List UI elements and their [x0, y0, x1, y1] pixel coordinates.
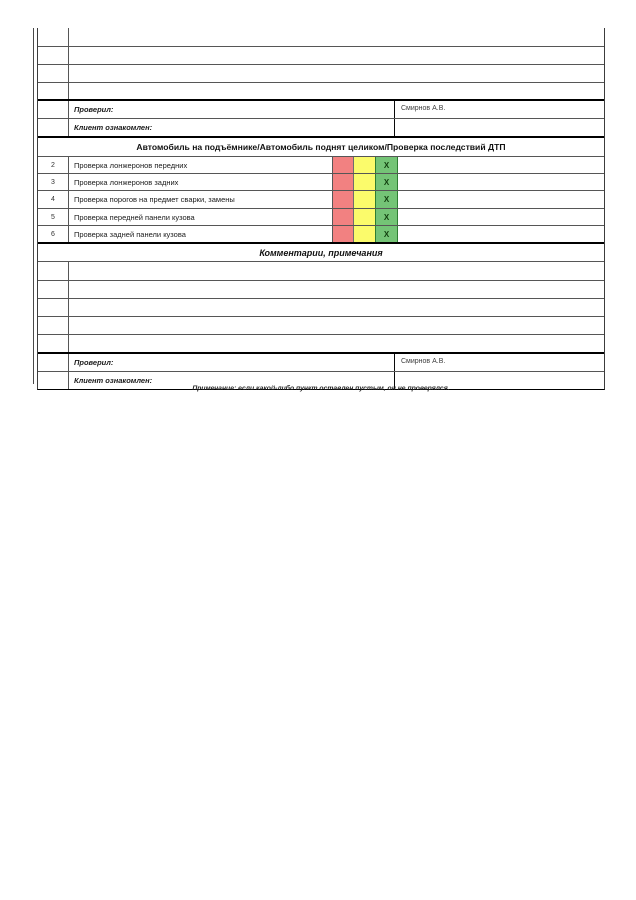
- status-cell-green: X: [375, 226, 398, 242]
- checklist-row: [38, 174, 604, 191]
- row-description: Проверка задней панели кузова: [69, 226, 333, 242]
- row-number-cell: [38, 262, 69, 280]
- row-number-cell: [38, 101, 69, 118]
- row-number: 6: [38, 226, 69, 242]
- checked-by-label: Проверил:: [69, 354, 395, 371]
- empty-cell: [398, 226, 604, 242]
- status-cell-yellow: [354, 157, 375, 173]
- row-description: Проверка порогов на предмет сварки, замены: [69, 191, 333, 208]
- checked-by-label: Проверил:: [69, 101, 395, 118]
- status-cell-yellow: [354, 191, 375, 208]
- inspector-name: Смирнов А.В.: [401, 105, 446, 112]
- checklist-row: [38, 226, 604, 244]
- empty-cell: [69, 65, 604, 82]
- comment-row: [38, 317, 604, 335]
- status-cell-red: [333, 209, 354, 225]
- inspector-name: Смирнов А.В.: [401, 358, 446, 365]
- status-cell-red: [333, 157, 354, 173]
- empty-row: [38, 65, 604, 83]
- row-description: Проверка передней панели кузова: [69, 209, 333, 225]
- empty-cell: [398, 174, 604, 190]
- comment-row: [38, 335, 604, 354]
- row-number-cell: [38, 281, 69, 298]
- row-number-cell: [38, 299, 69, 316]
- comment-cell: [69, 299, 604, 316]
- row-number-cell: [38, 83, 69, 99]
- empty-row: [38, 47, 604, 65]
- row-number-cell: [38, 47, 69, 64]
- status-cell-green: X: [375, 157, 398, 173]
- row-number: 5: [38, 209, 69, 225]
- status-cell-yellow: [354, 209, 375, 225]
- client-acknowledged-row: [38, 119, 604, 138]
- status-cell-red: [333, 191, 354, 208]
- row-number: 2: [38, 157, 69, 173]
- status-cell-red: [333, 174, 354, 190]
- inspection-form-table: [37, 28, 605, 390]
- empty-cell: [69, 83, 604, 99]
- status-cell-green: X: [375, 209, 398, 225]
- table-left-double-border: [33, 28, 34, 384]
- comment-row: [38, 299, 604, 317]
- empty-cell: [69, 28, 604, 46]
- row-description: Проверка лонжеронов задних: [69, 174, 333, 190]
- comment-cell: [69, 262, 604, 280]
- checked-by-row: [38, 101, 604, 119]
- status-cell-yellow: [354, 174, 375, 190]
- row-number-cell: [38, 335, 69, 352]
- row-number-cell: [38, 119, 69, 136]
- status-cell-green: X: [375, 174, 398, 190]
- client-signature-cell: [395, 119, 604, 136]
- comment-cell: [69, 335, 604, 352]
- empty-row: [38, 83, 604, 101]
- checklist-row: [38, 191, 604, 209]
- empty-cell: [398, 191, 604, 208]
- empty-row: [38, 28, 604, 47]
- empty-cell: [398, 209, 604, 225]
- comment-cell: [69, 281, 604, 298]
- empty-cell: [398, 157, 604, 173]
- comment-cell: [69, 317, 604, 334]
- row-description: Проверка лонжеронов передних: [69, 157, 333, 173]
- footnote: Примечание: если какой-либо пункт оставлен пустым, он не проверялся.: [192, 385, 450, 392]
- status-cell-green: X: [375, 191, 398, 208]
- section-header: Автомобиль на подъёмнике/Автомобиль поднят целиком/Проверка последствий ДТП: [38, 138, 604, 157]
- client-acknowledged-label: Клиент ознакомлен:: [69, 119, 395, 136]
- row-number-cell: [38, 65, 69, 82]
- status-cell-yellow: [354, 226, 375, 242]
- row-number-cell: [38, 28, 69, 46]
- checklist-row: [38, 209, 604, 226]
- status-cell-red: [333, 226, 354, 242]
- row-number: 3: [38, 174, 69, 190]
- comment-row: [38, 262, 604, 281]
- empty-cell: [69, 47, 604, 64]
- comment-row: [38, 281, 604, 299]
- client-acknowledged-label: Клиент ознакомлен:: [69, 372, 395, 389]
- row-number: 4: [38, 191, 69, 208]
- row-number-cell: [38, 317, 69, 334]
- comments-header: Комментарии, примечания: [38, 244, 604, 262]
- checklist-row: [38, 157, 604, 174]
- checked-by-row: [38, 354, 604, 372]
- row-number-cell: [38, 354, 69, 371]
